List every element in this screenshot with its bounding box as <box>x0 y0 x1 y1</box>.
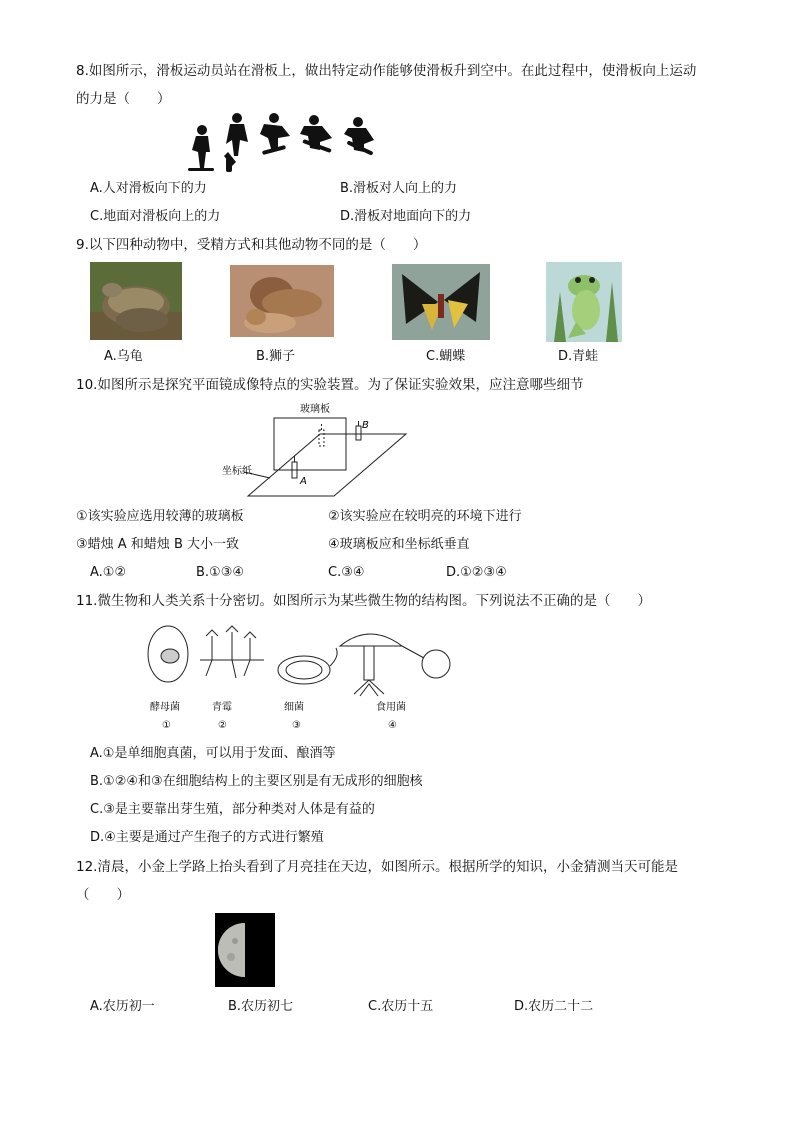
q8-option-b: B.滑板对人向上的力 <box>340 181 458 196</box>
q12-option-d: D.农历二十二 <box>514 999 594 1014</box>
penicillium-number: ② <box>218 720 227 731</box>
penicillium-label: 青霉 <box>212 702 232 713</box>
q8-stem-line2: 的力是（ ） <box>76 91 171 107</box>
q11-option-d: D.④主要是通过产生孢子的方式进行繁殖 <box>90 830 324 845</box>
yeast-number: ① <box>162 720 171 731</box>
coordinate-paper-label: 坐标纸 <box>222 466 252 477</box>
q11-option-b: B.①②④和③在细胞结构上的主要区别是有无成形的细胞核 <box>90 774 423 789</box>
q8-option-a: A.人对滑板向下的力 <box>90 181 207 196</box>
q10-option-c: C.③④ <box>328 565 365 580</box>
candle-a-label: A <box>300 476 307 487</box>
tortoise-photo <box>90 262 182 340</box>
q10-statement-1: ①该实验应选用较薄的玻璃板 <box>76 509 244 524</box>
q12-stem-line2: （ ） <box>76 887 130 903</box>
skateboarder-silhouettes-image <box>182 112 382 174</box>
q9-option-c: C.蝴蝶 <box>426 349 466 364</box>
mirror-experiment-diagram <box>220 400 410 500</box>
q10-option-a: A.①② <box>90 565 127 580</box>
q11-option-a: A.①是单细胞真菌，可以用于发面、酿酒等 <box>90 746 336 761</box>
q10-option-d: D.①②③④ <box>446 565 507 580</box>
lion-photo <box>230 265 334 337</box>
q8-option-c: C.地面对滑板向上的力 <box>90 209 221 224</box>
microorganisms-diagram <box>140 620 460 732</box>
bacteria-label: 细菌 <box>284 702 304 713</box>
q9-option-d: D.青蛙 <box>558 349 599 364</box>
q9-option-b: B.狮子 <box>256 349 296 364</box>
bacteria-number: ③ <box>292 720 301 731</box>
q10-statement-3: ③蜡烛 A 和蜡烛 B 大小一致 <box>76 537 239 552</box>
q10-stem: 10.如图所示是探究平面镜成像特点的实验装置。为了保证实验效果，应注意哪些细节 <box>76 377 584 393</box>
q12-option-b: B.农历初七 <box>228 999 294 1014</box>
edible-fungus-label: 食用菌 <box>376 702 406 713</box>
q10-statement-4: ④玻璃板应和坐标纸垂直 <box>328 537 470 552</box>
q12-option-a: A.农历初一 <box>90 999 155 1014</box>
q10-option-b: B.①③④ <box>196 565 245 580</box>
q12-stem-line1: 12.清晨，小金上学路上抬头看到了月亮挂在天边，如图所示。根据所学的知识，小金猜测当天可能是 <box>76 859 678 875</box>
q11-option-c: C.③是主要靠出芽生殖，部分种类对人体是有益的 <box>90 802 375 817</box>
q8-stem-line1: 8.如图所示，滑板运动员站在滑板上，做出特定动作能够使滑板升到空中。在此过程中，使滑板向上运动 <box>76 63 697 79</box>
q9-stem: 9.以下四种动物中，受精方式和其他动物不同的是（ ） <box>76 237 427 253</box>
q8-option-d: D.滑板对地面向下的力 <box>340 209 472 224</box>
edible-fungus-number: ④ <box>388 720 397 731</box>
q12-option-c: C.农历十五 <box>368 999 434 1014</box>
moon-photo <box>215 913 275 987</box>
yeast-label: 酵母菌 <box>150 702 180 713</box>
frog-photo <box>546 262 622 342</box>
glass-plate-label: 玻璃板 <box>300 404 330 415</box>
q9-option-a: A.乌龟 <box>104 349 143 364</box>
q10-statement-2: ②该实验应在较明亮的环境下进行 <box>328 509 522 524</box>
butterfly-photo <box>392 264 490 340</box>
q11-stem: 11.微生物和人类关系十分密切。如图所示为某些微生物的结构图。下列说法不正确的是（ ） <box>76 593 651 609</box>
candle-b-label: B <box>362 420 369 431</box>
